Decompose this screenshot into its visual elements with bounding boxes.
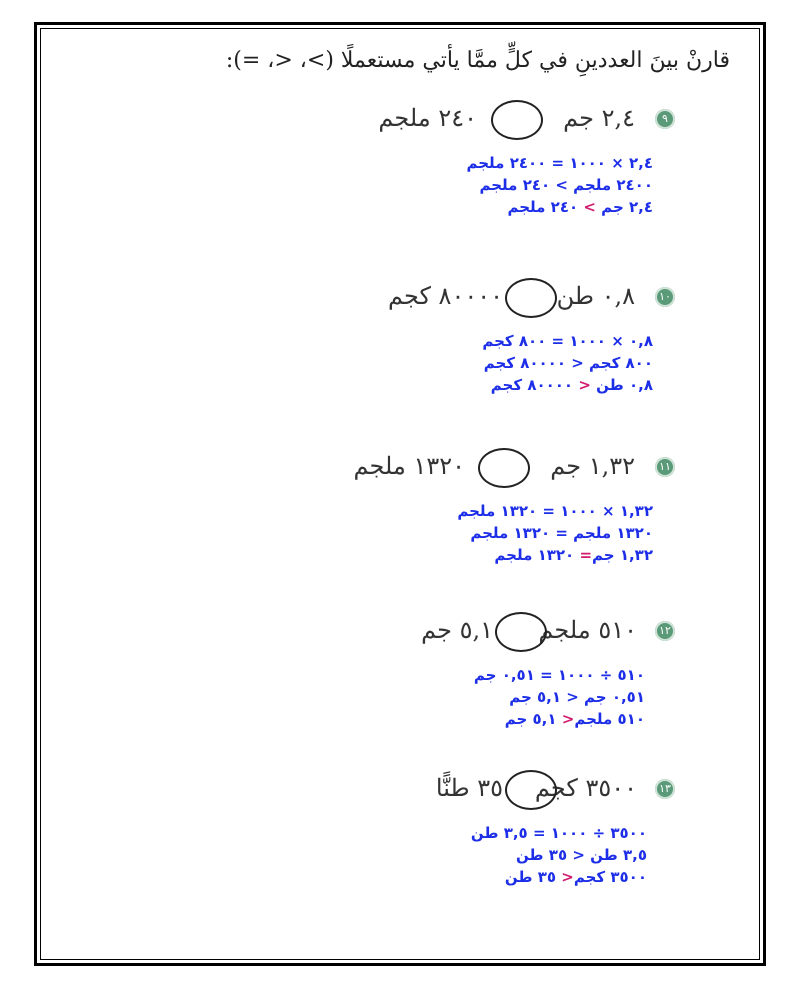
question-line — [435, 770, 675, 820]
comparison-circle[interactable] — [505, 278, 557, 318]
comparison-operator: = — [579, 546, 593, 564]
solution-step: ٠,٨ × ١٠٠٠ = ٨٠٠ كجم — [482, 332, 653, 350]
answer-left: ٢,٤ جم — [595, 198, 653, 216]
problem-number-badge: ١١ — [655, 457, 675, 477]
solution-step: ٢٤٠٠ ملجم > ٢٤٠ ملجم — [479, 176, 653, 194]
problem-number-badge: ٩ — [655, 109, 675, 129]
solution-answer — [420, 374, 653, 396]
comparison-operator: > — [583, 198, 596, 216]
left-quantity: ٢,٤ جم — [563, 104, 635, 132]
problem-number-badge: ١٢ — [655, 621, 675, 641]
solution-steps — [440, 664, 675, 730]
problem-10 — [388, 278, 675, 396]
answer-right: ٥,١ جم — [504, 710, 562, 728]
solution-answer — [415, 544, 653, 566]
comparison-operator: < — [561, 710, 575, 728]
problem-11 — [353, 448, 675, 566]
right-quantity: ١٣٢٠ ملجم — [353, 452, 465, 480]
right-quantity: ٣٥ طنًّا — [435, 774, 503, 802]
answer-left: ٥١٠ ملجم — [574, 710, 645, 728]
solution-step: ١٣٢٠ ملجم = ١٣٢٠ ملجم — [470, 524, 653, 542]
solution-steps — [420, 152, 675, 218]
question-line — [388, 278, 675, 328]
comparison-circle[interactable] — [495, 612, 547, 652]
answer-right: ١٣٢٠ ملجم — [494, 546, 580, 564]
left-quantity: ١,٣٢ جم — [550, 452, 635, 480]
right-quantity: ٨٠٠٠٠ كجم — [388, 282, 503, 310]
solution-step: ٥١٠ ÷ ١٠٠٠ = ٠,٥١ جم — [473, 666, 645, 684]
left-quantity: ٣٥٠٠ كجم — [534, 774, 637, 802]
comparison-circle[interactable] — [478, 448, 530, 488]
solution-step: ١,٣٢ × ١٠٠٠ = ١٣٢٠ ملجم — [457, 502, 653, 520]
solution-steps — [415, 500, 675, 566]
exercise-instruction: قارنْ بينَ العددينِ في كلٍّ ممَّا يأتي مستعملًا (>، <، =): — [225, 48, 730, 73]
question-line — [378, 100, 675, 150]
solution-step: ٢,٤ × ١٠٠٠ = ٢٤٠٠ ملجم — [466, 154, 653, 172]
solution-step: ٠,٥١ جم < ٥,١ جم — [509, 688, 645, 706]
left-quantity: ٥١٠ ملجم — [538, 616, 637, 644]
solution-answer — [460, 866, 647, 888]
answer-right: ٣٥ طن — [504, 868, 562, 886]
question-line — [421, 612, 675, 662]
question-line — [353, 448, 675, 498]
answer-right: ٢٤٠ ملجم — [507, 198, 584, 216]
answer-left: ١,٣٢ جم — [592, 546, 653, 564]
answer-left: ٣٥٠٠ كجم — [573, 868, 647, 886]
right-quantity: ٢٤٠ ملجم — [378, 104, 477, 132]
answer-left: ٠,٨ طن — [590, 376, 653, 394]
left-quantity: ٠,٨ طن — [556, 282, 635, 310]
solution-answer — [420, 196, 653, 218]
answer-right: ٨٠٠٠٠ كجم — [490, 376, 579, 394]
problem-9 — [378, 100, 675, 218]
solution-step: ٣,٥ طن < ٣٥ طن — [515, 846, 647, 864]
solution-answer — [440, 708, 645, 730]
problem-number-badge: ١٣ — [655, 779, 675, 799]
comparison-circle[interactable] — [491, 100, 543, 140]
right-quantity: ٥,١ جم — [421, 616, 493, 644]
comparison-operator: < — [578, 376, 591, 394]
problem-13 — [435, 770, 675, 888]
problem-12 — [421, 612, 675, 730]
solution-step: ٨٠٠ كجم < ٨٠٠٠٠ كجم — [483, 354, 653, 372]
problem-number-badge: ١٠ — [655, 287, 675, 307]
solution-steps — [460, 822, 675, 888]
comparison-circle[interactable] — [505, 770, 557, 810]
comparison-operator: < — [561, 868, 574, 886]
solution-steps — [420, 330, 675, 396]
solution-step: ٣٥٠٠ ÷ ١٠٠٠ = ٣,٥ طن — [470, 824, 647, 842]
